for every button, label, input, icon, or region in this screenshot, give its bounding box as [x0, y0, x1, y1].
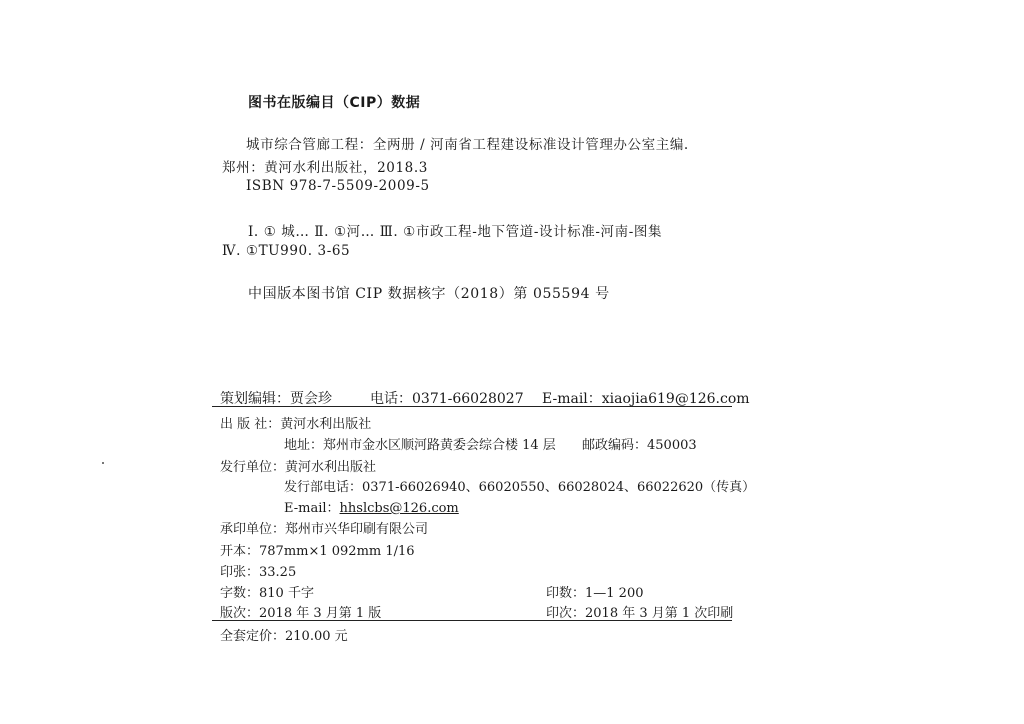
print-run: 印次：2018 年 3 月第 1 次印刷 [546, 606, 734, 621]
scan-speck [102, 462, 104, 464]
postcode: 邮政编码：450003 [582, 438, 697, 453]
distributor: 发行单位：黄河水利出版社 [220, 460, 377, 475]
publisher-address: 地址：郑州市金水区顺河路黄委会综合楼 14 层 [284, 438, 556, 453]
email-label: E-mail： [284, 501, 340, 516]
distributor-email [284, 497, 459, 516]
printed-sheets: 印张：33.25 [220, 565, 297, 580]
editor-email: E-mail：xiaojia619@126.com [542, 391, 750, 407]
top-rule [212, 406, 732, 407]
format: 开本：787mm×1 092mm 1/16 [220, 544, 415, 559]
cip-approval-number: 中国版本图书馆 CIP 数据核字（2018）第 055594 号 [248, 286, 610, 302]
cip-title-line: 城市综合管廊工程：全两册 / 河南省工程建设标准设计管理办公室主编. [246, 137, 689, 153]
publisher: 出 版 社：黄河水利出版社 [220, 417, 372, 432]
cip-title: 图书在版编目（CIP）数据 [248, 95, 421, 111]
bottom-rule [212, 620, 732, 621]
printer: 承印单位：郑州市兴华印刷有限公司 [220, 522, 429, 537]
word-count: 字数：810 千字 [220, 586, 314, 601]
cip-classification: Ⅳ. ①TU990. 3-65 [222, 243, 351, 259]
cip-isbn: ISBN 978-7-5509-2009-5 [246, 178, 430, 194]
editor: 策划编辑：贾会珍 [220, 391, 332, 407]
cip-publisher-line: 郑州：黄河水利出版社，2018.3 [222, 160, 428, 176]
distributor-phone: 发行部电话：0371-66026940、66020550、66028024、66022620（传真） [284, 480, 756, 495]
cip-subjects: Ⅰ. ① 城… Ⅱ. ①河… Ⅲ. ①市政工程-地下管道-设计标准-河南-图集 [248, 224, 663, 240]
price: 全套定价：210.00 元 [220, 629, 348, 644]
print-count: 印数：1—1 200 [546, 586, 644, 601]
editor-phone: 电话：0371-66028027 [370, 391, 524, 407]
edition: 版次：2018 年 3 月第 1 版 [220, 606, 382, 621]
email-link[interactable]: hhslcbs@126.com [339, 501, 459, 516]
